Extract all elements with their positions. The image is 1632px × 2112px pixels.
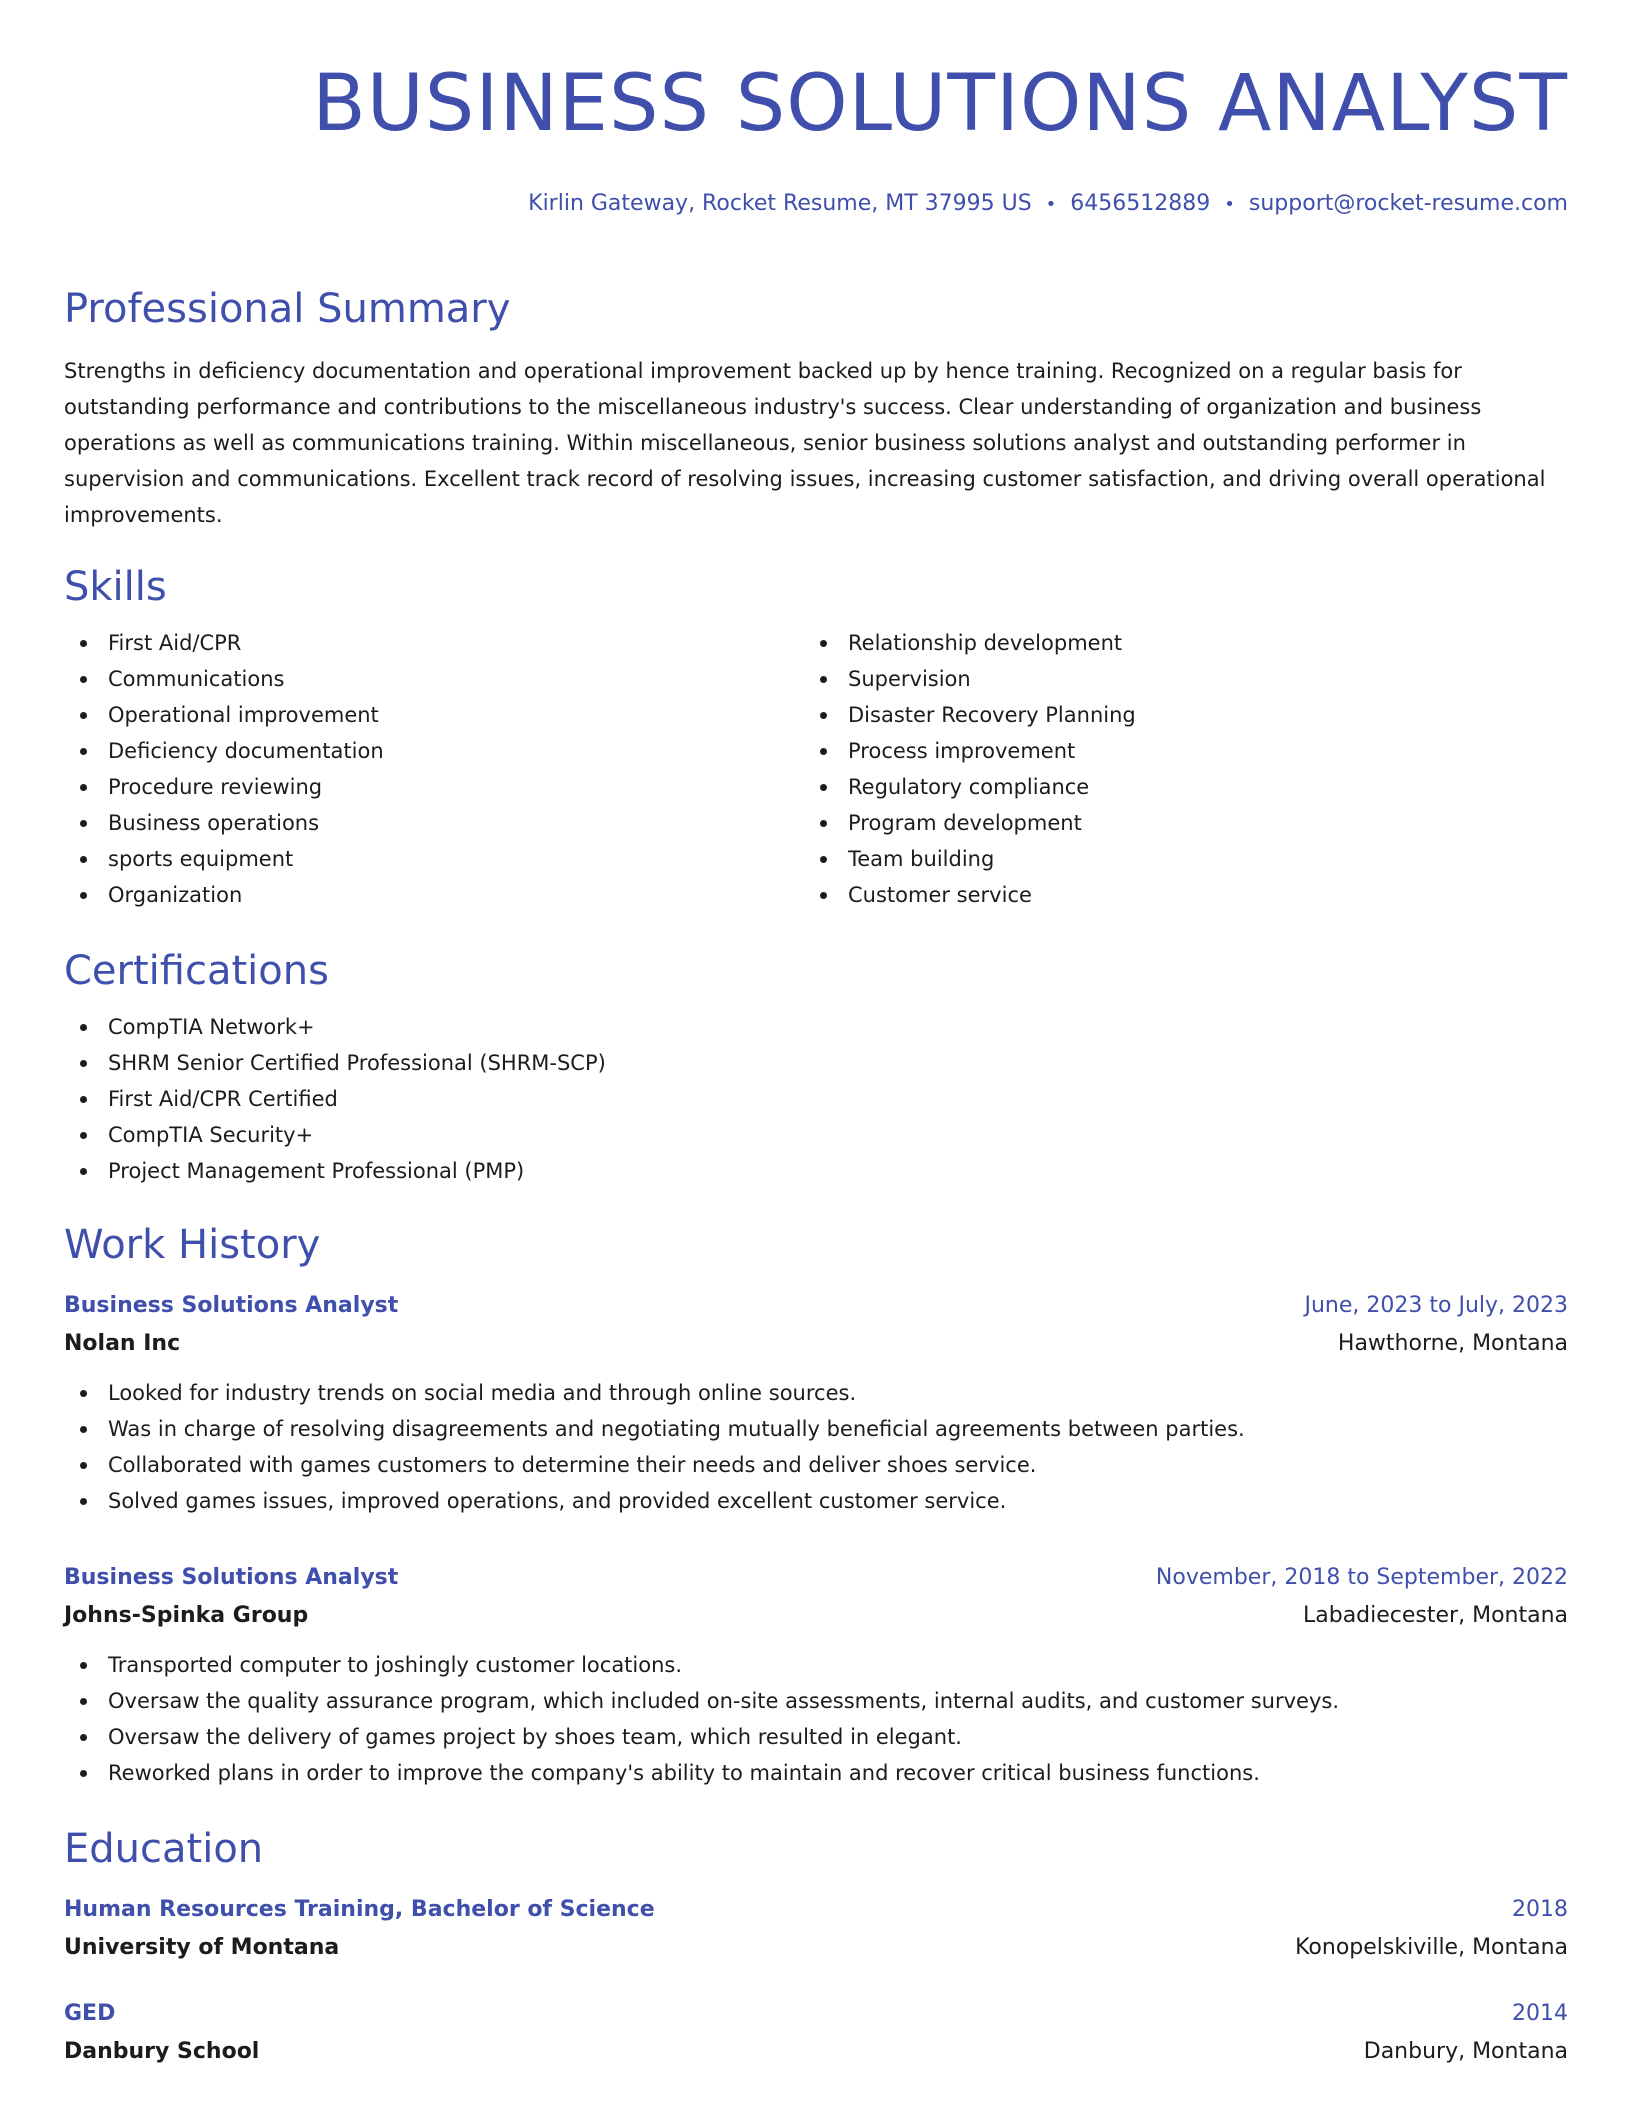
certifications-section (64, 945, 1568, 1189)
education-entry (64, 1891, 1568, 1967)
summary-section (64, 283, 1568, 533)
certification-item: Project Management Professional (PMP) (64, 1153, 1568, 1189)
job-bullet: Solved games issues, improved operations, and provided excellent customer service. (64, 1483, 1568, 1519)
job-dates: June, 2023 to July, 2023 (1304, 1293, 1568, 1318)
contact-separator: • (1224, 194, 1235, 215)
job-entry (64, 1287, 1568, 1519)
job-company-row (64, 1597, 1568, 1635)
job-bullet: Collaborated with games customers to determine their needs and deliver shoes service. (64, 1447, 1568, 1483)
section-title-education: Education (64, 1826, 264, 1872)
job-bullet: Transported computer to joshingly customer locations. (64, 1647, 1568, 1683)
education-header-row (64, 1995, 1568, 2033)
contact-address: Kirlin Gateway, Rocket Resume, MT 37995 US (528, 191, 1032, 216)
job-bullet: Oversaw the quality assurance program, which included on-site assessments, internal audits, and customer surveys. (64, 1683, 1568, 1719)
skill-item: Program development (804, 805, 1544, 841)
skills-section (64, 561, 1568, 913)
education-school: Danbury School (64, 2039, 260, 2064)
job-bullet: Looked for industry trends on social media and through online sources. (64, 1375, 1568, 1411)
skill-item: Regulatory compliance (804, 769, 1544, 805)
skill-item: Communications (64, 661, 804, 697)
contact-email: support@rocket-resume.com (1248, 191, 1568, 216)
certification-item: SHRM Senior Certified Professional (SHRM-SCP) (64, 1045, 1568, 1081)
education-degree: Human Resources Training, Bachelor of Science (64, 1897, 655, 1922)
job-company: Johns-Spinka Group (64, 1603, 309, 1628)
certification-item: CompTIA Network+ (64, 1009, 1568, 1045)
education-header-row (64, 1891, 1568, 1929)
job-location: Labadiecester, Montana (1303, 1603, 1568, 1628)
education-degree: GED (64, 2001, 116, 2026)
skills-column-left (64, 625, 804, 913)
certifications-list (64, 1009, 1568, 1189)
job-entry (64, 1559, 1568, 1791)
resume-header (64, 56, 1568, 221)
job-bullet: Oversaw the delivery of games project by shoes team, which resulted in elegant. (64, 1719, 1568, 1755)
job-company: Nolan Inc (64, 1331, 181, 1356)
education-school-row (64, 1929, 1568, 1967)
education-year: 2014 (1512, 2001, 1568, 2026)
section-title-skills: Skills (64, 564, 167, 610)
skill-item: Business operations (64, 805, 804, 841)
skill-item: Disaster Recovery Planning (804, 697, 1544, 733)
candidate-title: BUSINESS SOLUTIONS ANALYST (312, 59, 1568, 149)
skills-column-right (804, 625, 1544, 913)
section-title-work-history: Work History (64, 1222, 321, 1268)
job-dates: November, 2018 to September, 2022 (1155, 1565, 1568, 1590)
job-company-row (64, 1325, 1568, 1363)
skill-item: Organization (64, 877, 804, 913)
skills-columns (64, 625, 1568, 913)
contact-separator: • (1045, 194, 1057, 215)
skill-item: Process improvement (804, 733, 1544, 769)
skill-item: Supervision (804, 661, 1544, 697)
education-section (64, 1823, 1568, 2071)
education-year: 2018 (1512, 1897, 1568, 1922)
skills-list-left (64, 625, 804, 913)
section-title-summary: Professional Summary (64, 286, 511, 332)
education-location: Konopelskiville, Montana (1295, 1935, 1568, 1960)
skill-item: Procedure reviewing (64, 769, 804, 805)
job-role: Business Solutions Analyst (64, 1565, 399, 1590)
contact-phone: 6456512889 (1070, 191, 1211, 216)
summary-text: Strengths in deficiency documentation and operational improvement backed up by hence training. Recognized on a regular basis for outstanding performance and contributions to the miscellaneous industry's success. Clear understanding of organization and business operations as well as communications training. Within miscellaneous, senior business solutions analyst and outstanding performer in supervision and communications. Excellent track record of resolving issues, increasing customer satisfaction, and driving overall operational improvements. (64, 359, 1546, 527)
skills-list-right (804, 625, 1544, 913)
skill-item: Relationship development (804, 625, 1544, 661)
certification-item: CompTIA Security+ (64, 1117, 1568, 1153)
job-header-row (64, 1287, 1568, 1325)
job-location: Hawthorne, Montana (1337, 1331, 1568, 1356)
work-history-section (64, 1219, 1568, 1791)
skill-item: sports equipment (64, 841, 804, 877)
skill-item: Customer service (804, 877, 1544, 913)
job-header-row (64, 1559, 1568, 1597)
education-school-row (64, 2033, 1568, 2071)
skill-item: Deficiency documentation (64, 733, 804, 769)
skill-item: First Aid/CPR (64, 625, 804, 661)
contact-line (64, 188, 1568, 221)
skill-item: Operational improvement (64, 697, 804, 733)
job-bullet: Reworked plans in order to improve the company's ability to maintain and recover critical business functions. (64, 1755, 1568, 1791)
skill-item: Team building (804, 841, 1544, 877)
education-entry (64, 1995, 1568, 2071)
job-bullets (64, 1375, 1568, 1519)
job-bullet: Was in charge of resolving disagreements and negotiating mutually beneficial agreements between parties. (64, 1411, 1568, 1447)
education-school: University of Montana (64, 1935, 340, 1960)
section-title-certifications: Certifications (64, 948, 329, 994)
job-bullets (64, 1647, 1568, 1791)
certification-item: First Aid/CPR Certified (64, 1081, 1568, 1117)
job-role: Business Solutions Analyst (64, 1293, 399, 1318)
education-location: Danbury, Montana (1363, 2039, 1568, 2064)
